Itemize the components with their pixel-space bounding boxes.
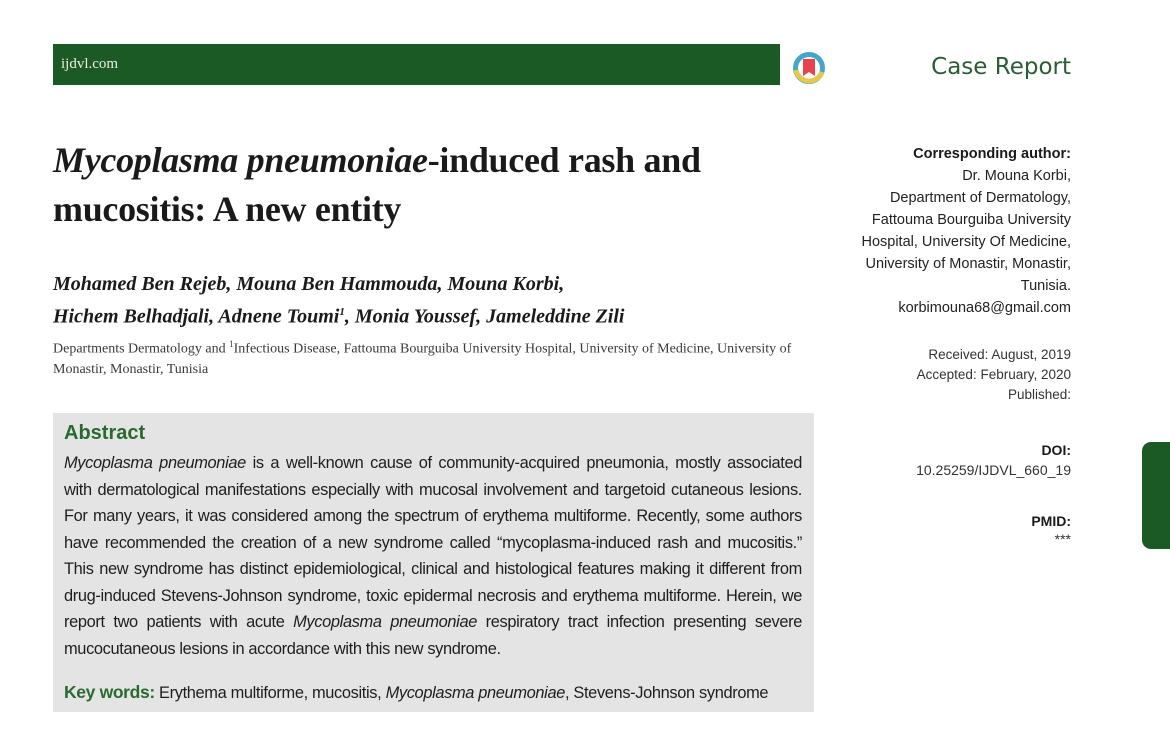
authors-line1: Mohamed Ben Rejeb, Mouna Ben Hammouda, Mouna Korbi, bbox=[53, 273, 565, 295]
abstract-italic: Mycoplasma pneumoniae bbox=[293, 613, 477, 631]
affiliation-text-a: Departments Dermatology and bbox=[53, 341, 230, 357]
keywords-label: Key words: bbox=[64, 682, 155, 702]
doi-block bbox=[916, 440, 1071, 480]
keywords bbox=[64, 682, 809, 703]
abstract-text: is a well-known cause of community-acquired pneumonia, mostly associated with dermatological manifestations especially with mucosal involvement and targetoid cutaneous lesions. For many years, it was considered among the spectrum of erythema multiforme. Recently, some authors have recommended the creation of a new syndrome called “mycoplasma-induced rash and mucositis.” This new syndrome has distinct epidemiological, clinical and histological features making it different from drug-induced Stevens-Johnson syndrome, toxic epidermal necrosis and erythema multiforme. Herein, we report two patients with acute bbox=[64, 454, 802, 631]
author-list bbox=[53, 270, 793, 331]
corr-line: Dr. Mouna Korbi, bbox=[962, 168, 1071, 184]
abstract-italic: Mycoplasma pneumoniae bbox=[64, 454, 246, 472]
authors-line2a: Hichem Belhadjali, Adnene Toumi bbox=[53, 305, 340, 328]
corr-line: Department of Dermatology, bbox=[889, 190, 1071, 206]
site-name[interactable]: ijdvl.com bbox=[61, 56, 119, 72]
title-rest: -induced rash and bbox=[427, 140, 701, 180]
abstract-heading: Abstract bbox=[64, 422, 146, 444]
pmid-block bbox=[1031, 512, 1071, 548]
authors-line2b: , Monia Youssef, Jameleddine Zili bbox=[344, 305, 625, 328]
corr-line: Tunisia. bbox=[1020, 278, 1071, 294]
crossmark-bookmark-icon[interactable] bbox=[792, 51, 826, 85]
keywords-italic: Mycoplasma pneumoniae bbox=[385, 684, 565, 702]
author-superscript: 1 bbox=[339, 306, 345, 318]
keywords-text: , Stevens-Johnson syndrome bbox=[564, 684, 769, 702]
corr-line: University of Monastir, Monastir, bbox=[865, 256, 1071, 272]
doi-value[interactable]: 10.25259/IJDVL_660_19 bbox=[916, 462, 1071, 478]
title-line2: mucositis: A new entity bbox=[53, 189, 402, 229]
corr-line: Fattouma Bourguiba University bbox=[871, 212, 1071, 228]
corr-email[interactable]: korbimouna68@gmail.com bbox=[898, 300, 1071, 316]
corr-line: Hospital, University Of Medicine, bbox=[861, 234, 1071, 250]
affiliation-superscript: 1 bbox=[229, 339, 234, 349]
keywords-text: Erythema multiforme, mucositis, bbox=[154, 684, 386, 702]
accepted-date: Accepted: February, 2020 bbox=[916, 367, 1071, 382]
article-dates bbox=[917, 345, 1071, 405]
corresponding-label: Corresponding author: bbox=[913, 146, 1071, 162]
affiliation bbox=[53, 334, 793, 380]
abstract-body bbox=[64, 450, 802, 662]
article-type: Case Report bbox=[931, 54, 1071, 80]
doi-label: DOI: bbox=[1041, 442, 1071, 458]
corresponding-author bbox=[831, 143, 1071, 319]
abstract-box bbox=[53, 413, 814, 712]
published-date: Published: bbox=[1007, 387, 1071, 402]
title-italic: Mycoplasma pneumoniae bbox=[53, 140, 428, 180]
side-tab[interactable] bbox=[1142, 442, 1170, 549]
pmid-value: *** bbox=[1054, 531, 1071, 547]
received-date: Received: August, 2019 bbox=[928, 347, 1071, 362]
journal-banner bbox=[53, 44, 780, 85]
abstract-text: respiratory tract infection presenting severe mucocutaneous lesions in accordance with this new syndrome. bbox=[64, 613, 802, 658]
article-title bbox=[53, 136, 813, 234]
pmid-label: PMID: bbox=[1031, 513, 1071, 529]
affiliation-text-b: Infectious Disease, Fattouma Bourguiba University Hospital, University of Medicine, University of Monastir, Monastir, Tunisia bbox=[53, 341, 792, 377]
